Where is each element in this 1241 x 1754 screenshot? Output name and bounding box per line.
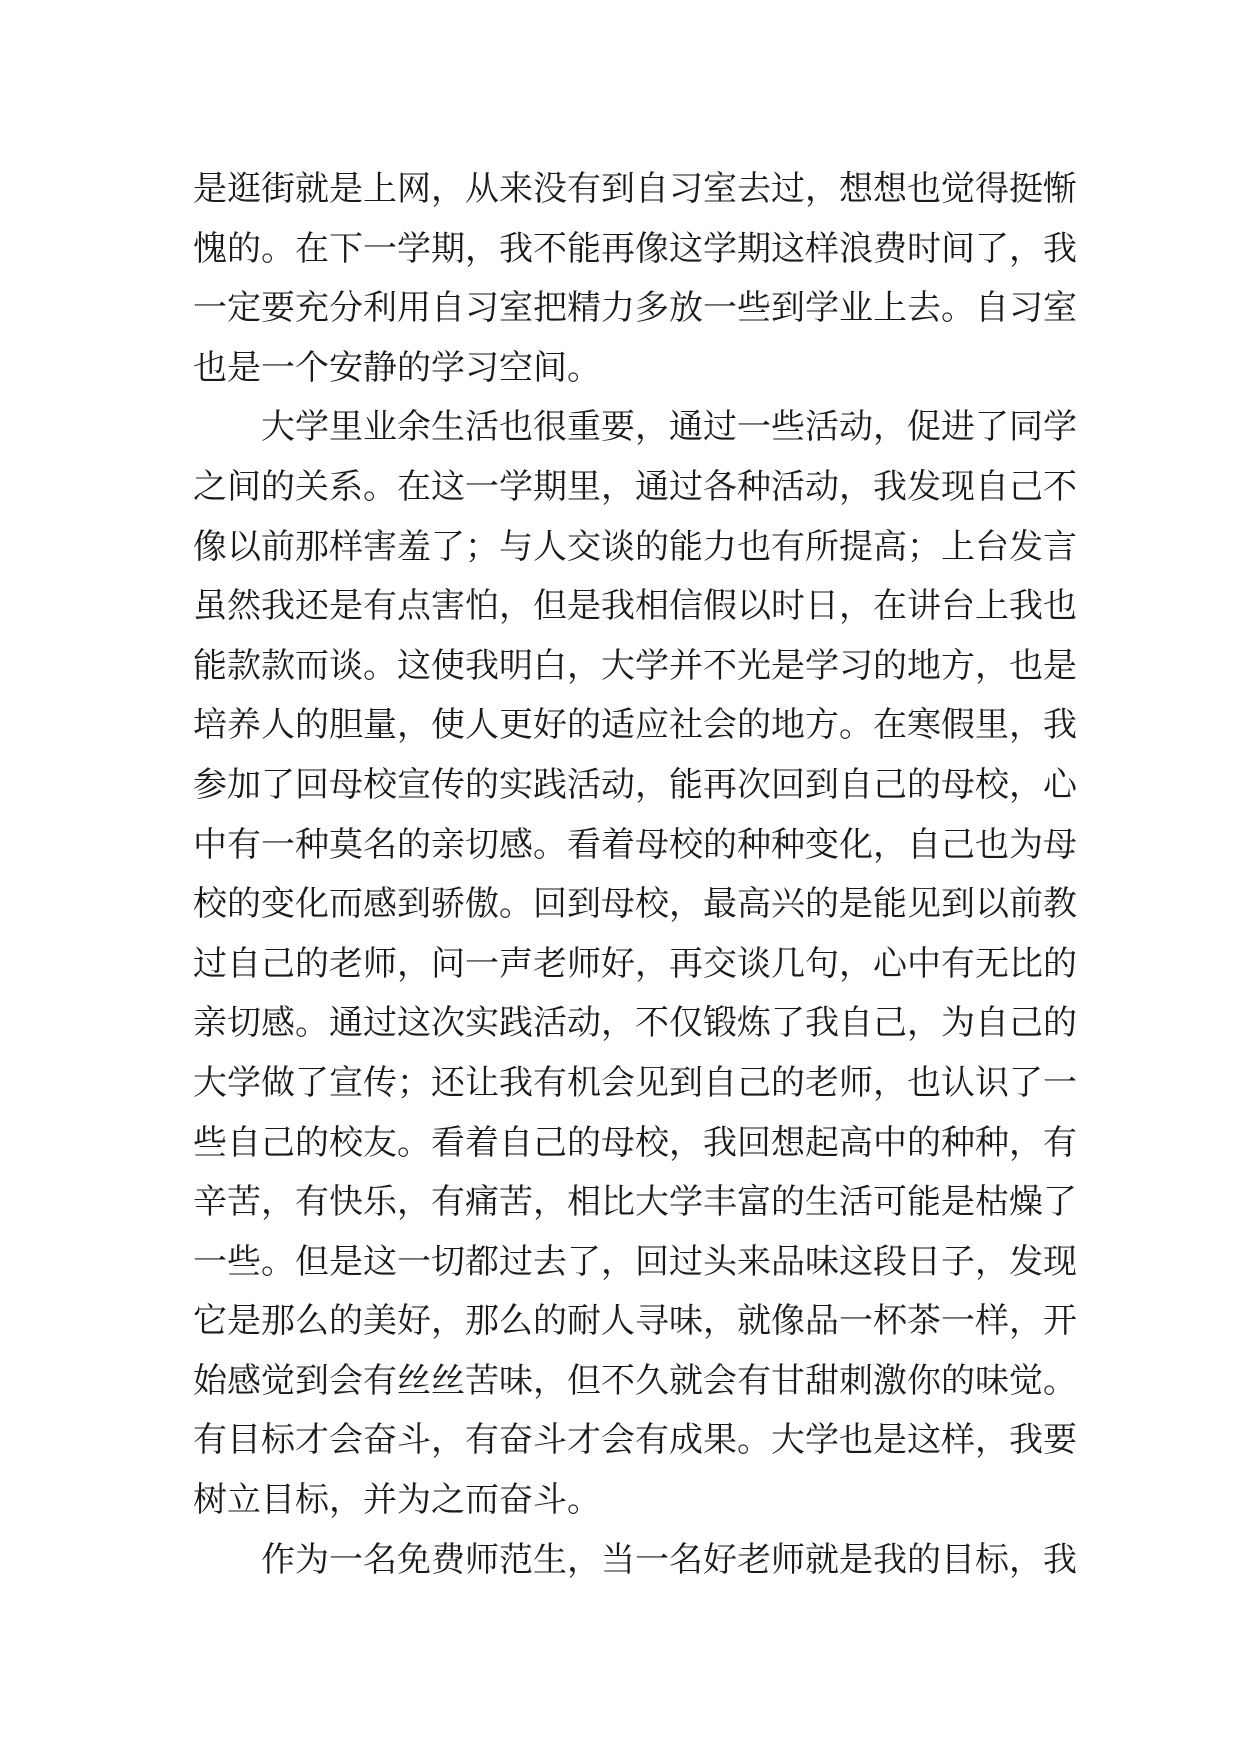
text-line: 一定要充分利用自习室把精力多放一些到学业上去。自习室 [193, 288, 1077, 329]
text-line: 虽然我还是有点害怕，但是我相信假以时日，在讲台上我也 [193, 586, 1077, 627]
text-line: 是逛街就是上网，从来没有到自习室去过，想想也觉得挺惭 [193, 169, 1077, 209]
text-line: 培养人的胆量，使人更好的适应社会的地方。在寒假里，我 [193, 705, 1077, 746]
text-line: 大学做了宣传；还让我有机会见到自己的老师，也认识了一 [193, 1062, 1077, 1103]
text-line: 它是那么的美好，那么的耐人寻味，就像品一杯茶一样，开 [193, 1301, 1077, 1342]
text-line: 参加了回母校宣传的实践活动，能再次回到自己的母校，心 [193, 764, 1077, 805]
text-line: 像以前那样害羞了；与人交谈的能力也有所提高；上台发言 [193, 526, 1077, 567]
text-line: 有目标才会奋斗，有奋斗才会有成果。大学也是这样，我要 [193, 1420, 1077, 1461]
text-line: 能款款而谈。这使我明白，大学并不光是学习的地方，也是 [193, 645, 1077, 686]
text-line: 些自己的校友。看着自己的母校，我回想起高中的种种，有 [193, 1122, 1077, 1163]
paragraph-first-line: 大学里业余生活也很重要，通过一些活动，促进了同学 [261, 407, 1077, 448]
paragraph-first-line: 作为一名免费师范生，当一名好老师就是我的目标，我 [261, 1539, 1077, 1580]
text-line: 中有一种莫名的亲切感。看着母校的种种变化，自己也为母 [193, 824, 1077, 865]
text-line: 辛苦，有快乐，有痛苦，相比大学丰富的生活可能是枯燥了 [193, 1182, 1077, 1223]
text-line: 之间的关系。在这一学期里，通过各种活动，我发现自己不 [193, 466, 1077, 507]
text-line: 树立目标，并为之而奋斗。 [193, 1480, 601, 1521]
body-text [193, 160, 1077, 1590]
text-line: 愧的。在下一学期，我不能再像这学期这样浪费时间了，我 [193, 228, 1077, 269]
text-line: 过自己的老师，问一声老师好，再交谈几句，心中有无比的 [193, 943, 1077, 984]
text-line: 亲切感。通过这次实践活动，不仅锻炼了我自己，为自己的 [193, 1003, 1077, 1044]
text-line: 一些。但是这一切都过去了，回过头来品味这段日子，发现 [193, 1241, 1077, 1282]
text-line: 校的变化而感到骄傲。回到母校，最高兴的是能见到以前教 [193, 884, 1077, 925]
text-line: 始感觉到会有丝丝苦味，但不久就会有甘甜刺激你的味觉。 [193, 1360, 1077, 1401]
text-line: 也是一个安静的学习空间。 [193, 347, 601, 388]
